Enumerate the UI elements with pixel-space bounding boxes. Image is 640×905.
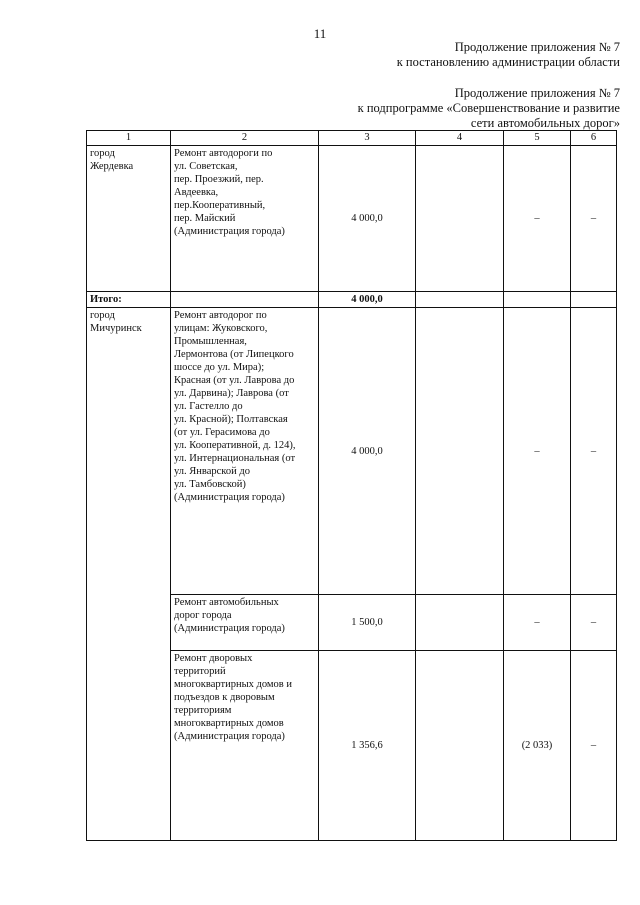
- description-line: ул. Январской до: [174, 466, 250, 477]
- column-header: 2: [171, 131, 319, 146]
- description-line: Лермонтова (от Липецкого: [174, 349, 294, 360]
- column-header: 5: [504, 131, 571, 146]
- col6-cell: –: [571, 651, 617, 841]
- amount-cell: 1 356,6: [319, 651, 416, 841]
- description-line: многоквартирных домов и: [174, 679, 292, 690]
- city-line: Мичуринск: [90, 323, 142, 334]
- amount-cell: 1 500,0: [319, 595, 416, 651]
- description-line: Ремонт дворовых: [174, 653, 253, 664]
- description-line: Ремонт автодорог по: [174, 310, 267, 321]
- description-line: Красная (от ул. Лаврова до: [174, 375, 295, 386]
- description-line: улицам: Жуковского,: [174, 323, 268, 334]
- col5-cell: [504, 292, 571, 308]
- description-line: пер.Кооперативный,: [174, 200, 266, 211]
- description-line: ул. Интернациональная (от: [174, 453, 296, 464]
- description-line: ул. Тамбовской): [174, 479, 246, 490]
- description-line: ул. Советская,: [174, 161, 238, 172]
- col4-cell: [416, 595, 504, 651]
- description-line: пер. Проезжий, пер.: [174, 174, 264, 185]
- page-number: 11: [313, 26, 327, 41]
- description-cell: [171, 651, 319, 841]
- description-cell: [171, 595, 319, 651]
- description-line: (Администрация города): [174, 226, 285, 237]
- header-line: сети автомобильных дорог»: [470, 116, 620, 130]
- description-cell: [171, 292, 319, 308]
- city-line: Жердевка: [90, 161, 134, 172]
- description-cell: [171, 308, 319, 595]
- total-amount: 4 000,0: [319, 292, 416, 308]
- header-resolution: [397, 40, 620, 70]
- description-line: ул. Дарвина); Лаврова (от: [174, 388, 289, 399]
- column-header: 3: [319, 131, 416, 146]
- col4-cell: [416, 292, 504, 308]
- city-line: город: [90, 148, 115, 159]
- header-line: к постановлению администрации области: [396, 55, 620, 69]
- description-line: (Администрация города): [174, 492, 285, 503]
- col6-cell: –: [571, 308, 617, 595]
- city-cell: [87, 308, 171, 841]
- description-line: (от ул. Герасимова до: [174, 427, 270, 438]
- description-line: шоссе до ул. Мира);: [174, 362, 265, 373]
- description-cell: [171, 146, 319, 292]
- description-line: пер. Майский: [174, 213, 236, 224]
- description-line: многоквартирных домов: [174, 718, 284, 729]
- header-line: Продолжение приложения № 7: [454, 86, 620, 100]
- description-line: территориям: [174, 705, 232, 716]
- city-cell: [87, 146, 171, 292]
- description-line: ул. Гастелло до: [174, 401, 243, 412]
- column-header: 6: [571, 131, 617, 146]
- total-label: Итого:: [87, 292, 171, 308]
- description-line: ул. Красной); Полтавская: [174, 414, 288, 425]
- col4-cell: [416, 651, 504, 841]
- total-row: [87, 292, 617, 308]
- data-table: [86, 130, 617, 841]
- amount-cell: 4 000,0: [319, 146, 416, 292]
- description-line: (Администрация города): [174, 623, 285, 634]
- description-line: ул. Кооперативной, д. 124),: [174, 440, 296, 451]
- column-number-row: [87, 131, 617, 146]
- description-line: (Администрация города): [174, 731, 285, 742]
- col4-cell: [416, 308, 504, 595]
- description-line: подъездов к дворовым: [174, 692, 275, 703]
- description-line: дорог города: [174, 610, 232, 621]
- table-row: [87, 146, 617, 292]
- col5-cell: –: [504, 146, 571, 292]
- column-header: 1: [87, 131, 171, 146]
- description-line: Ремонт автодороги по: [174, 148, 273, 159]
- amount-cell: 4 000,0: [319, 308, 416, 595]
- col4-cell: [416, 146, 504, 292]
- header-subprogram: [358, 86, 620, 131]
- description-line: Промышленная,: [174, 336, 247, 347]
- col6-cell: –: [571, 146, 617, 292]
- description-line: Ремонт автомобильных: [174, 597, 279, 608]
- col6-cell: [571, 292, 617, 308]
- city-line: город: [90, 310, 115, 321]
- header-line: Продолжение приложения № 7: [454, 40, 620, 54]
- col5-cell: –: [504, 595, 571, 651]
- description-line: Авдеевка,: [174, 187, 219, 198]
- description-line: территорий: [174, 666, 226, 677]
- header-line: к подпрограмме «Совершенствование и развитие: [357, 101, 620, 115]
- col5-cell: –: [504, 308, 571, 595]
- col6-cell: –: [571, 595, 617, 651]
- column-header: 4: [416, 131, 504, 146]
- table-row: [87, 308, 617, 595]
- col5-cell: (2 033): [504, 651, 571, 841]
